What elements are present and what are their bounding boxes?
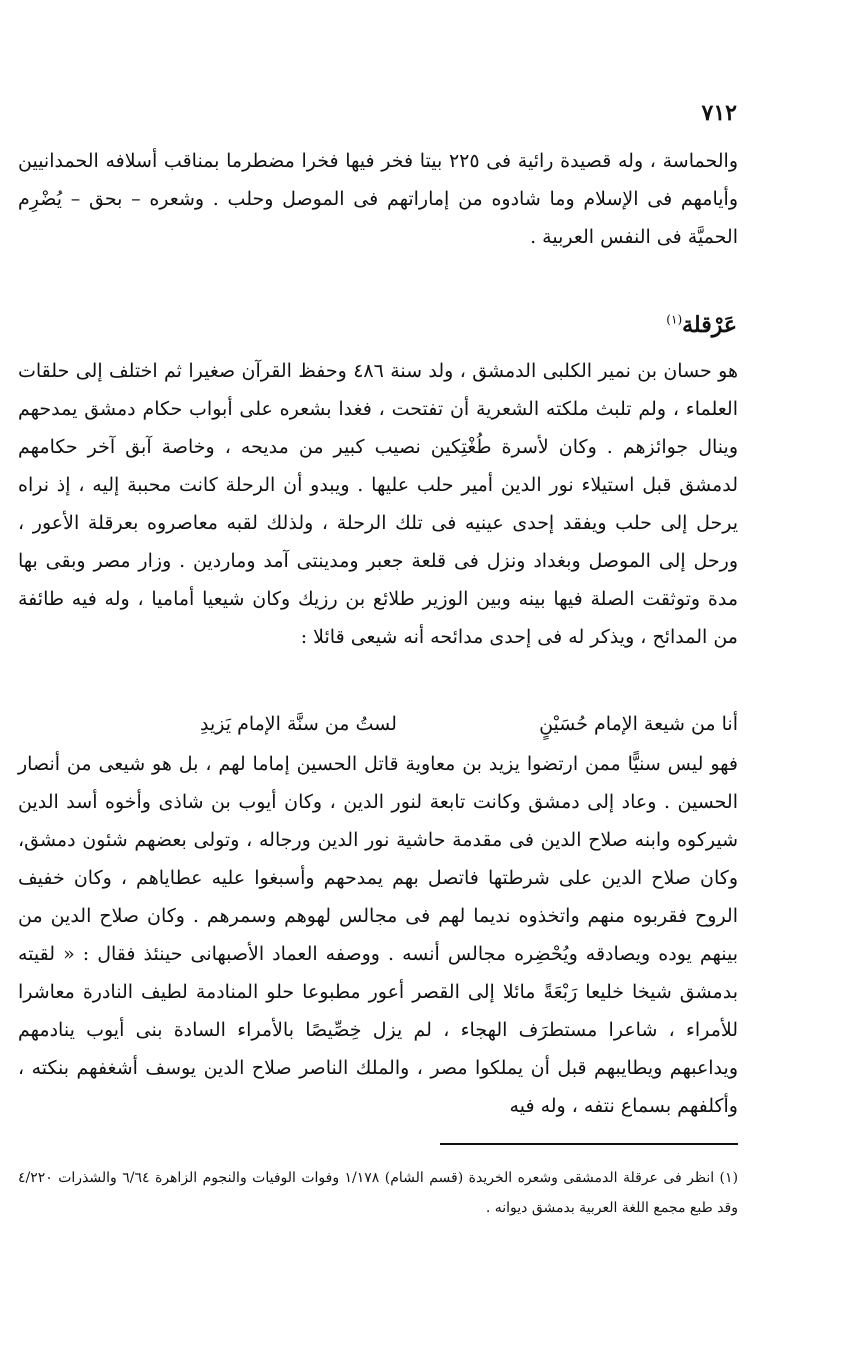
page-number: ٧١٢ — [701, 100, 737, 126]
footnote-reference: (١) — [666, 312, 683, 327]
section-title: عَرْقلة — [682, 312, 737, 338]
verse-second-hemistich: لستُ من سنَّة الإمام يَزيدِ — [200, 713, 397, 735]
intro-paragraph: والحماسة ، وله قصيدة رائية فى ٢٢٥ بيتا فخر فيها فخرا مضطرما بمناقب أسلافه الحمدانيين وأيامهم فى الإسلام وما شادوه من إماراتهم فى الموصل وحلب . وشعره – بحق – يُضْرِم الحميَّة فى النفس العربية . — [18, 150, 738, 248]
footnote-text: (١) انظر فى عرقلة الدمشقى وشعره الخريدة (قسم الشام) ١/١٧٨ وفوات الوفيات والنجوم الزاهرة ٦/٦٤ والشذرات ٤/٢٢٠ وقد طبع مجمع اللغة العربية بدمشق ديوانه . — [18, 1170, 739, 1216]
body-paragraph-1: هو حسان بن نمير الكلبى الدمشق ، ولد سنة ٤٨٦ وحفظ القرآن صغيرا ثم اختلف إلى حلقات العلماء ، ولم تلبث ملكته الشعرية أن تفتحت ، فغدا بشعره على أبواب حكام دمشق يمدحهم وينال جوائزهم . وكان لأسرة طُغْتِكين نصيب كبير من مديحه ، وخاصة آبق آخر حكامهم لدمشق قبل استيلاء نور الدين أمير حلب عليها . ويبدو أن الرحلة كانت محببة إليه ، إذ نراه يرحل إلى حلب ويفقد إحدى عينيه فى تلك الرحلة ، ولذلك لقبه معاصروه بعرقلة الأعور ، ورحل إلى الموصل وبغداد ونزل فى قلعة جعبر ومدينتى آمد وماردين . وزار مصر وبقى بها مدة وتوثقت الصلة فيها بينه وبين الوزير طلائع بن رزيك وكان شيعيا أماميا ، وله فيه طائفة من المدائح ، ويذكر له فى إحدى مدائحه أنه شيعى قائلا : — [18, 360, 738, 648]
poem-verse — [200, 705, 738, 743]
verse-first-hemistich: أنا من شيعة الإمام حُسَيْنٍ — [539, 713, 738, 735]
body-paragraph-2: فهو ليس سنيًّا ممن ارتضوا يزيد بن معاوية قاتل الحسين إماما لهم ، بل هو شيعى من أنصار الحسين . وعاد إلى دمشق وكانت تابعة لنور الدين ، وكان أيوب بن شاذى وأخوه أسد الدين شيركوه وابنه صلاح الدين فى مقدمة حاشية نور الدين ورجاله ، وتولى بعضهم شئون دمشق، وكان صلاح الدين على شرطتها فاتصل بهم يمدحهم وأسبغوا عليه عطاياهم ، وكان خفيف الروح فقربوه منهم واتخذوه نديما لهم فى مجالس لهوهم وسمرهم . وكان صلاح الدين من بينهم يوده ويصادقه ويُحْضِره مجالس أنسه . ووصفه العماد الأصبهانى حينئذ فقال : « لقيته بدمشق شيخا خليعا رَبْعَةً مائلا إلى القصر أعور مطبوعا حلو المنادمة لطيف النادرة معاشرا للأمراء ، شاعرا مستطرَف الهجاء ، لم يزل خِصِّيصًا بالأمراء السادة بنى أيوب ينادمهم ويداعبهم ويطايبهم قبل أن يملكوا مصر ، والملك الناصر صلاح الدين يوسف أشغفهم بنكته ، وأكلفهم بسماع نتفه ، وله فيه — [18, 753, 738, 1117]
footnote-divider — [440, 1143, 738, 1145]
section-heading — [666, 312, 737, 338]
